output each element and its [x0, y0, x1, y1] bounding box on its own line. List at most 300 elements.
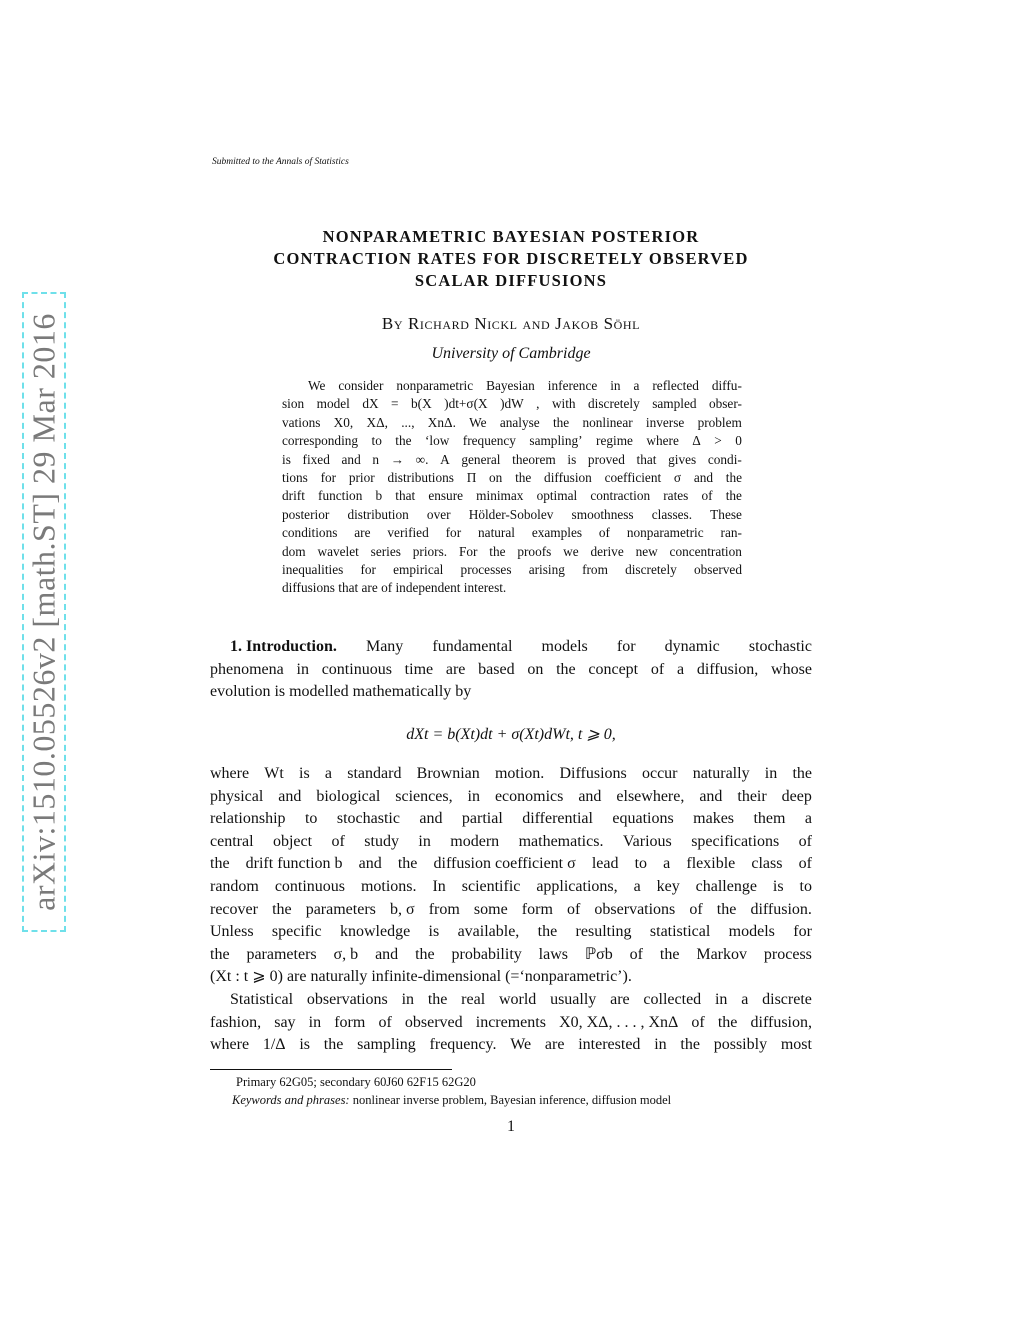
word: the	[323, 1036, 344, 1054]
word: conditions	[282, 525, 338, 541]
word: standard	[347, 765, 402, 782]
word: that	[395, 488, 416, 504]
word: sciences,	[395, 787, 453, 805]
word: are	[445, 660, 466, 678]
msc-classification: Primary 62G05; secondary 60J60 62F15 62G20	[236, 1075, 476, 1089]
word: on	[489, 470, 503, 486]
word: the	[489, 543, 506, 559]
abstract-line	[282, 377, 742, 395]
intro-p2-line	[210, 966, 812, 989]
word: posterior	[282, 506, 330, 522]
word: relationship	[210, 810, 286, 828]
word: scientific	[461, 877, 521, 895]
word: interested	[578, 1036, 641, 1054]
word: is	[299, 765, 310, 782]
word: σ, b	[333, 945, 359, 963]
word: lead	[591, 855, 619, 873]
intro-p2-line	[210, 876, 812, 899]
word: say	[274, 1013, 296, 1031]
word: and	[693, 470, 714, 486]
word: for	[616, 638, 636, 655]
word: the	[717, 1013, 738, 1031]
word: theorem	[512, 451, 556, 467]
word: nonlinear	[582, 414, 633, 430]
word: consider	[338, 378, 384, 393]
word: in	[654, 1036, 667, 1054]
word: of	[566, 900, 581, 918]
word: elsewhere,	[616, 787, 685, 805]
word: deep	[781, 787, 812, 805]
word: in	[418, 832, 431, 850]
word: the	[395, 433, 412, 449]
word: tions	[282, 470, 308, 486]
abstract-line	[282, 579, 742, 597]
word: diffusion coefficient σ	[433, 855, 576, 873]
word: Δ	[692, 433, 701, 449]
abstract-line	[282, 506, 742, 524]
word: drift	[282, 488, 305, 504]
title-line: SCALAR DIFFUSIONS	[414, 271, 608, 290]
word: Many	[365, 638, 404, 655]
word: and	[278, 787, 302, 805]
word: These	[710, 506, 742, 522]
word: most	[780, 1036, 812, 1054]
abstract	[282, 377, 742, 598]
word: For	[458, 543, 478, 559]
word: diffusion,	[696, 660, 759, 678]
intro-p2-line	[210, 853, 812, 876]
abstract-line	[282, 469, 742, 487]
word: the	[552, 414, 570, 430]
word: of	[798, 855, 812, 873]
word: of	[701, 488, 713, 504]
word: process	[763, 945, 812, 963]
word: model	[316, 396, 350, 412]
word: natural	[478, 525, 515, 541]
word: are	[610, 991, 630, 1008]
word: for	[320, 470, 337, 486]
word: minimax	[476, 488, 524, 504]
intro-p2-line	[210, 831, 812, 854]
word: condi-	[707, 451, 742, 467]
word: fashion,	[210, 1013, 262, 1031]
word: σ	[673, 470, 682, 486]
word: of	[650, 660, 665, 678]
word: in	[308, 1013, 322, 1031]
title-line: NONPARAMETRIC BAYESIAN POSTERIOR	[322, 227, 700, 246]
word: discrete	[762, 991, 812, 1008]
word: specifications	[691, 832, 780, 850]
word: We	[469, 414, 487, 430]
word: sampling	[357, 1036, 416, 1054]
word: rates	[663, 488, 689, 504]
word: a	[663, 855, 671, 873]
word: →	[390, 451, 404, 467]
word: series	[370, 543, 401, 559]
word: in	[714, 991, 728, 1008]
word: statistical	[649, 923, 711, 941]
word: coefficient	[604, 470, 662, 486]
word: derive	[590, 543, 624, 559]
word: XΔ,	[366, 414, 388, 430]
word: priors.	[412, 543, 448, 559]
word: over	[426, 506, 451, 522]
word: Wt	[264, 765, 284, 782]
word: observations	[306, 991, 388, 1008]
abstract-line	[282, 395, 742, 413]
word: mathematics.	[518, 832, 604, 850]
word: Π	[466, 470, 477, 486]
word: =	[391, 396, 399, 412]
word: of	[629, 945, 643, 963]
word: and	[375, 945, 399, 963]
word: in	[467, 787, 480, 805]
word: biological	[316, 787, 381, 805]
word: distribution	[347, 506, 409, 522]
keywords-footnote	[210, 1093, 671, 1108]
word: are	[354, 525, 371, 541]
intro-p2-line	[210, 808, 812, 831]
word: the	[659, 945, 680, 963]
word: discretely	[625, 562, 677, 578]
word: in	[764, 765, 778, 782]
title-line: CONTRACTION RATES FOR DISCRETELY OBSERVED	[273, 249, 749, 268]
word: dX	[362, 396, 379, 412]
word: that	[636, 451, 657, 467]
word: real	[461, 991, 486, 1008]
word: random	[210, 877, 259, 895]
word: Hölder-Sobolev	[468, 506, 554, 522]
word: differential	[522, 810, 593, 828]
word: collected	[643, 991, 702, 1008]
word: Statistical	[230, 991, 294, 1008]
word: class	[751, 855, 783, 873]
word: sion	[282, 396, 305, 412]
word: in	[296, 660, 309, 678]
word: inequalities	[282, 562, 344, 578]
word: dynamic	[664, 638, 720, 655]
word: function	[318, 488, 363, 504]
word: of	[689, 900, 703, 918]
word: 1/Δ	[262, 1036, 286, 1054]
word: ℙσb	[584, 945, 613, 963]
word: from	[428, 900, 460, 918]
word: object	[272, 832, 313, 850]
word: b(X	[411, 396, 432, 412]
word: specific	[271, 923, 322, 941]
word: sampling’	[529, 433, 583, 449]
word: parameters	[305, 900, 376, 918]
word: models	[541, 638, 588, 655]
word: X0, XΔ, . . . , XnΔ	[559, 1013, 679, 1031]
word: evolution is modelled mathematically by	[210, 683, 472, 701]
word: models	[728, 923, 775, 941]
intro-p1-line	[210, 659, 812, 682]
word: the	[397, 855, 418, 873]
word: for	[445, 525, 462, 541]
word: observed	[404, 1013, 463, 1031]
word: where	[210, 1036, 250, 1054]
intro-paragraph-3	[210, 989, 812, 1057]
word: is	[772, 877, 784, 895]
word: them	[753, 810, 786, 828]
word: 0	[735, 433, 742, 449]
word: a	[676, 660, 685, 678]
word: the	[415, 945, 435, 963]
intro-p1-line	[210, 681, 812, 704]
abstract-line	[282, 414, 742, 432]
abstract-line	[282, 432, 742, 450]
word: regime	[596, 433, 633, 449]
word: drift function b	[245, 855, 343, 873]
word: verified	[387, 525, 429, 541]
word: flexible	[686, 855, 736, 873]
word: )dt+σ(X	[444, 396, 488, 412]
word: sampled	[652, 396, 697, 412]
word: (Xt : t ⩾ 0) are naturally infinite-dimensional (=‘nonparametric’).	[210, 968, 632, 986]
word: form	[521, 900, 553, 918]
word: nonparametric	[396, 378, 474, 393]
word: modern	[450, 832, 500, 850]
intro-p2-line	[210, 944, 812, 967]
word: are	[544, 1036, 565, 1054]
word: and	[358, 855, 382, 873]
word: the	[792, 765, 812, 782]
word: optimal	[536, 488, 578, 504]
word: for	[793, 923, 812, 941]
word: obser-	[708, 396, 742, 412]
section-heading: 1. Introduction.	[230, 638, 337, 655]
word: key	[656, 877, 680, 895]
intro-p2-line	[210, 786, 812, 809]
word: of	[378, 1013, 392, 1031]
word: diffusion.	[750, 900, 812, 918]
abstract-line	[282, 524, 742, 542]
word: whose	[771, 660, 812, 678]
word: parameters	[246, 945, 317, 963]
word: Unless	[210, 923, 254, 941]
word: ‘low	[424, 433, 450, 449]
word: a	[804, 810, 812, 828]
word: applications,	[536, 877, 618, 895]
word: of	[798, 832, 812, 850]
word: distributions	[387, 470, 454, 486]
word: to	[371, 433, 382, 449]
word: corresponding	[282, 433, 359, 449]
word: arising	[528, 562, 565, 578]
arxiv-stamp	[22, 292, 66, 932]
word: occur	[641, 765, 678, 782]
word: to	[634, 855, 648, 873]
word: b, σ	[389, 900, 415, 918]
page-number: 1	[507, 1118, 515, 1135]
arxiv-id: arXiv:1510.05526v2 [math.ST] 29 Mar 2016	[25, 313, 62, 911]
word: )dW	[500, 396, 524, 412]
word: where	[210, 765, 250, 782]
word: the	[556, 660, 576, 678]
word: Various	[622, 832, 672, 850]
word: observed	[693, 562, 742, 578]
word: is	[428, 923, 440, 941]
word: stochastic	[336, 810, 400, 828]
word: contraction	[590, 488, 651, 504]
word: phenomena	[210, 660, 284, 678]
word: Diffusions	[559, 765, 627, 782]
intro-p2-line	[210, 899, 812, 922]
intro-p3-line	[210, 1034, 812, 1057]
word: the	[725, 470, 742, 486]
word: empirical	[393, 562, 444, 578]
abstract-line	[282, 451, 742, 469]
word: a	[741, 991, 749, 1008]
word: and	[419, 810, 443, 828]
abstract-line	[282, 487, 742, 505]
intro-p2-line	[210, 763, 812, 786]
intro-paragraph-2	[210, 763, 812, 989]
word: where	[646, 433, 679, 449]
word: continuous	[274, 877, 346, 895]
word: a	[633, 378, 640, 393]
word: of	[691, 1013, 705, 1031]
word: diffusions that are of independent interest.	[282, 580, 507, 596]
word: ∞.	[415, 451, 429, 467]
word: gives	[668, 451, 697, 467]
word: the	[725, 488, 742, 504]
word: concentration	[669, 543, 742, 559]
keywords-text: nonlinear inverse problem, Bayesian inference, diffusion model	[352, 1093, 672, 1107]
word: is	[299, 1036, 311, 1054]
word: concept	[588, 660, 639, 678]
word: problem	[697, 414, 742, 430]
word: We	[308, 378, 326, 393]
word: equations	[612, 810, 674, 828]
word: world	[498, 991, 537, 1008]
word: the	[210, 945, 230, 963]
word: based	[478, 660, 515, 678]
word: We	[510, 1036, 532, 1054]
word: is	[567, 451, 577, 467]
word: general	[461, 451, 501, 467]
word: the	[716, 900, 737, 918]
word: fixed	[302, 451, 330, 467]
word: motion.	[494, 765, 545, 782]
word: wavelet	[317, 543, 359, 559]
word: motions.	[360, 877, 417, 895]
word: fundamental	[432, 638, 513, 655]
word: ...,	[401, 414, 415, 430]
word: a	[633, 877, 641, 895]
keywords-label: Keywords and phrases:	[232, 1093, 350, 1107]
affiliation: University of Cambridge	[431, 345, 591, 362]
word: their	[737, 787, 767, 805]
word: and	[341, 451, 361, 467]
word: in	[401, 991, 415, 1008]
intro-paragraph-1	[210, 636, 812, 704]
word: the	[272, 900, 292, 918]
journal-note: Submitted to the Annals of Statistics	[212, 157, 349, 167]
word: central	[210, 832, 254, 850]
word: the	[537, 923, 558, 941]
word: frequency	[462, 433, 516, 449]
word: resulting	[575, 923, 632, 941]
word: ,	[536, 396, 540, 412]
word: observations	[594, 900, 676, 918]
word: A	[440, 451, 450, 467]
word: diffusion,	[750, 1013, 812, 1031]
intro-p2-line	[210, 921, 812, 944]
diffusion-equation: dXt = b(Xt)dt + σ(Xt)dWt, t ⩾ 0,	[406, 726, 616, 743]
word: proofs	[517, 543, 552, 559]
word: >	[714, 433, 722, 449]
word: from	[582, 562, 608, 578]
word: vations	[282, 414, 321, 430]
word: X0,	[333, 414, 354, 430]
intro-p3-line	[210, 989, 812, 1012]
word: discretely	[588, 396, 640, 412]
word: of	[331, 832, 345, 850]
word: diffu-	[711, 378, 742, 393]
word: dom	[282, 543, 306, 559]
word: Markov	[696, 945, 747, 963]
word: knowledge	[340, 923, 411, 941]
word: ran-	[720, 525, 742, 541]
word: of	[598, 525, 610, 541]
word: for	[360, 562, 376, 578]
word: n	[372, 451, 380, 467]
word: some	[473, 900, 508, 918]
footnote-rule	[210, 1069, 452, 1070]
word: laws	[538, 945, 568, 963]
word: processes	[460, 562, 512, 578]
word: to	[799, 877, 812, 895]
word: recover	[210, 900, 258, 918]
word: and	[578, 787, 602, 805]
word: to	[304, 810, 318, 828]
word: available,	[457, 923, 520, 941]
word: frequency.	[429, 1036, 497, 1054]
word: examples	[531, 525, 583, 541]
word: Bayesian	[486, 378, 535, 393]
word: on	[527, 660, 544, 678]
word: increments	[475, 1013, 546, 1031]
authors: By Richard Nickl and Jakob Söhl	[381, 314, 641, 333]
word: proved	[587, 451, 625, 467]
word: time	[404, 660, 434, 678]
word: inference	[547, 378, 598, 393]
word: form	[334, 1013, 366, 1031]
word: ensure	[428, 488, 464, 504]
word: Brownian	[416, 765, 480, 782]
word: challenge	[695, 877, 757, 895]
word: new	[635, 543, 658, 559]
word: smoothness	[571, 506, 634, 522]
word: reflected	[652, 378, 699, 393]
word: usually	[550, 991, 597, 1008]
word: is	[282, 451, 291, 467]
word: prior	[348, 470, 375, 486]
intro-p3-line	[210, 1012, 812, 1035]
word: inverse	[645, 414, 685, 430]
word: the	[427, 991, 448, 1008]
word: and	[699, 787, 723, 805]
word: the	[210, 855, 230, 873]
word: analyse	[499, 414, 540, 430]
word: in	[610, 378, 621, 393]
word: the	[515, 470, 532, 486]
word: naturally	[692, 765, 750, 782]
word: b	[375, 488, 383, 504]
word: physical	[210, 787, 264, 805]
